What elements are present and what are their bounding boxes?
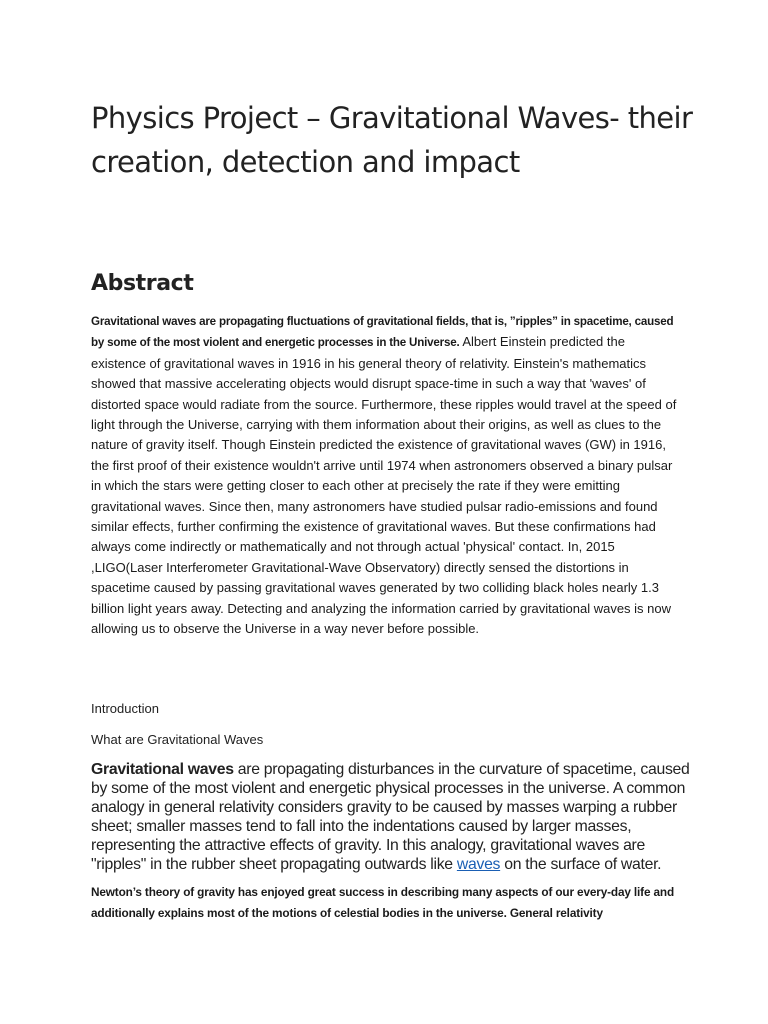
abstract-paragraph (91, 311, 681, 640)
gw-definition-text: are propagating disturbances in the curvature of spacetime, caused by some of the most violent and energetic physical processes in the universe. A common analogy in general relativity considers gravity to be caused by masses warping a rubber sheet; smaller masses tend to fall into the indentations caused by larger masses, representing the attractive effects of gravity. In this analogy, gravitational waves are "ripples" in the rubber sheet propagating outwards like (91, 761, 690, 873)
newton-paragraph: Newton’s theory of gravity has enjoyed great success in describing many aspects of our every-day life and additionally explains most of the motions of celestial bodies in the universe. General relativity (91, 885, 675, 920)
waves-link[interactable]: waves (456, 856, 501, 873)
abstract-lead-text: Gravitational waves are propagating fluctuations of gravitational fields, that is, ”ripples” in spacetime, caused by some of the most violent and energetic processes in the Universe. (91, 315, 674, 350)
introduction-heading: Introduction (91, 701, 159, 716)
document-title: Physics Project – Gravitational Waves- their creation, detection and impact (91, 101, 693, 179)
gw-definition-paragraph (91, 760, 691, 874)
abstract-heading: Abstract (91, 271, 194, 296)
gw-definition-end: on the surface of water. (500, 856, 662, 873)
gw-term: Gravitational waves (91, 761, 234, 778)
abstract-body-text: Albert Einstein predicted the existence of gravitational waves in 1916 in his general theory of relativity. Einstein's mathematics showed that massive accelerating objects would disrupt space-time in such a way that 'waves' of distorted space would radiate from the source. Furthermore, these ripples would travel at the speed of light through the Universe, carrying with them information about their origins, as well as clues to the nature of gravity itself. Though Einstein predicted the existence of gravitational waves (GW) in 1916, the first proof of their existence wouldn't arrive until 1974 when astronomers observed a binary pulsar in which the stars were getting closer to each other at precisely the rate if they were emitting gravitational waves. Since then, many astronomers have studied pulsar radio-emissions and found similar effects, further confirming the existence of gravitational waves. But these confirmations had always come indirectly or mathematically and not through actual 'physical' contact. In, 2015 ,LIGO(Laser Interferometer Gravitational-Wave Observatory) directly sensed the distortions in spacetime caused by passing gravitational waves generated by two colliding black holes nearly 1.3 billion light years away. Detecting and analyzing the information carried by gravitational waves is now allowing us to observe the Universe in a way never before possible. (91, 334, 677, 637)
what-are-gw-heading: What are Gravitational Waves (91, 732, 264, 747)
